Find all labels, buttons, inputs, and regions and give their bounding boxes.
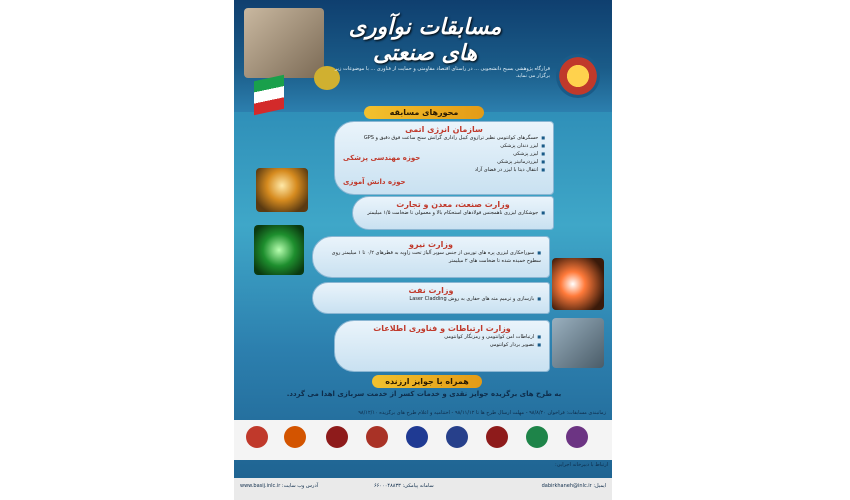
section-org-title: سازمان انرژی اتمی [405, 125, 483, 134]
sponsor-logo [284, 426, 306, 448]
subsection-title: حوزه مهندسی پزشکی [343, 154, 421, 162]
section-org-title: وزارت صنعت، معدن و تجارت [396, 200, 510, 209]
list-item: ■ لیزردرمانیتر پزشکی [339, 158, 545, 166]
organizer-logo [556, 54, 600, 98]
prize-description: به طرح های برگزیده جوایز نقدی و خدمات کسر از خدمت سربازی اهدا می گردد. [286, 390, 562, 398]
sponsor-logo [366, 426, 388, 448]
section-ict-ministry [334, 320, 550, 372]
sponsor-logos [234, 420, 612, 460]
sponsor-logo [566, 426, 588, 448]
list-item: ■ بازسازی و ترمیم مته های حفاری به روش Laser Cladding [317, 295, 541, 303]
iran-flag-image [254, 75, 284, 115]
sponsor-logo [486, 426, 508, 448]
secretariat-label: ارتباط با دبیرخانه اجرایی: [555, 462, 608, 468]
email-contact: ایمیل: dabirkhaneh@inlc.ir [541, 483, 606, 489]
prize-title: همراه با جوایز ارزنده [372, 375, 482, 388]
contact-footer [234, 478, 612, 500]
sms-contact: سامانه پیامکی: ۶۶۰۰۰۴۸۸۳۳ [374, 483, 434, 489]
section-items [335, 333, 549, 349]
section-industry-ministry [352, 196, 554, 230]
list-item: ■ لیزر پزشکی [339, 150, 545, 158]
section-energy-ministry [312, 236, 550, 278]
sponsor-logo [326, 426, 348, 448]
list-item: ■ لیزر دندان پزشکی [339, 142, 545, 150]
sponsor-logo [246, 426, 268, 448]
sponsor-logo [526, 426, 548, 448]
list-item: ■ حسگرهای کوانتومی نظیر ترازوی کیبل راداری گرانش سنج ساعت فوق دقیق و GPS [339, 134, 545, 142]
section-items [313, 249, 549, 265]
competition-axes-title: محورهای مسابقه [364, 106, 484, 119]
section-atomic-energy [334, 121, 554, 195]
laser-image [254, 225, 304, 275]
section-items [353, 209, 553, 217]
list-item: ■ سوراخکاری لیزری پره های توربین از جنس سوپر آلیاژ تحت زاویه به قطرهای ۰/۲ تا ۱ میلیمتر روی سطوح خمیده شده تا ضخامت های ۲ میلیمتر [317, 249, 541, 265]
laser-image [552, 258, 604, 310]
competition-poster [234, 0, 612, 500]
competition-schedule: زمانبندی مسابقات: فراخوان ۹۸/۸/۲۰ - مهلت ارسال طرح ها تا ۹۸/۱۱/۱۲ - اختتامیه و اعلام طرح های برگزیده ۹۸/۱۲/۱۰ [358, 410, 606, 416]
poster-title: مسابقات نوآوری های صنعتی [348, 14, 502, 66]
list-item: ■ ارتباطات امن کوانتومی و رمزنگار کوانتومی [339, 333, 541, 341]
machine-image [552, 318, 604, 368]
intro-text: قرارگاه پژوهشی بسیج دانشجویی ... در راستای اقتصاد مقاومتی و حمایت از فناوری ... با موضوعات زیر برگزار می نماید. [334, 66, 550, 79]
list-item: ■ جوشکاری لیزری ناهمجنس فولادهای استحکام بالا و معمولی تا ضخامت ۱/۵ میلیمتر [357, 209, 545, 217]
subsection-title: حوزه دانش آموزی [343, 178, 406, 186]
sponsor-logo [446, 426, 468, 448]
section-org-title: وزارت نفت [408, 286, 454, 295]
section-items [313, 295, 549, 303]
leaders-portrait-image [244, 8, 324, 78]
section-oil-ministry [312, 282, 550, 314]
sponsor-logo [406, 426, 428, 448]
laser-image [256, 168, 308, 212]
section-org-title: وزارت نیرو [409, 240, 453, 249]
list-item: ■ انتقال دیتا با لیزر در فضای آزاد [339, 166, 545, 174]
section-org-title: وزارت ارتباطات و فناوری اطلاعات [373, 324, 511, 333]
website-contact: آدرس وب سایت: www.basij.inlc.ir [240, 483, 319, 489]
list-item: ■ تصویر بردار کوانتومی [339, 341, 541, 349]
